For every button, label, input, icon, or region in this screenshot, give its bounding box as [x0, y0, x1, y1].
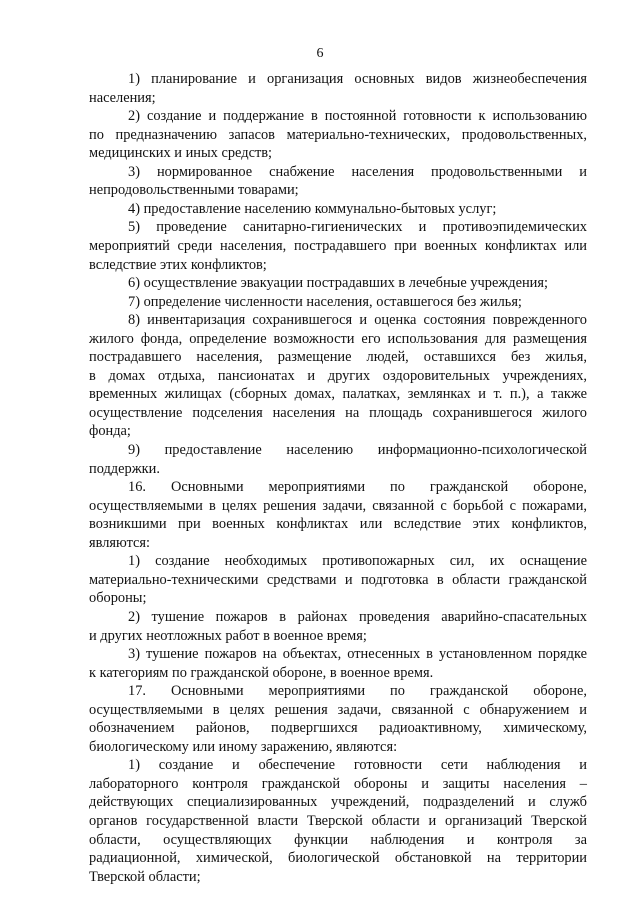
text-line: обозначением районов, подвергшихся радиоактивному, химическому,	[89, 720, 587, 736]
text-line: к категориям по гражданской обороне, в военное время.	[89, 665, 434, 681]
text-line: лабораторного контроля гражданской обороны и защиты населения –	[89, 776, 587, 792]
text-line: области, осуществляющих функции наблюдения и контроля за	[89, 832, 587, 848]
text-line: 2) тушение пожаров в районах проведения аварийно-спасательных	[128, 609, 587, 625]
text-line: 1) создание и обеспечение готовности сети наблюдения и	[128, 757, 587, 773]
text-line: мероприятий среди населения, пострадавшего при военных конфликтах или	[89, 238, 587, 254]
text-line: радиационной, химической, биологической обстановкой на территории	[89, 850, 587, 866]
text-line: 5) проведение санитарно-гигиенических и противоэпидемических	[128, 219, 587, 235]
text-line: 7) определение численности населения, оставшегося без жилья;	[128, 294, 522, 310]
text-line: 1) планирование и организация основных видов жизнеобеспечения	[128, 71, 587, 87]
text-line: 16. Основными мероприятиями по гражданской обороне,	[128, 479, 587, 495]
text-line: 2) создание и поддержание в постоянной готовности к использованию	[128, 108, 587, 124]
text-line: поддержки.	[89, 461, 160, 477]
text-line: биологическому или иному заражению, являются:	[89, 739, 398, 755]
text-line: временных жилищах (сборных домах, палатках, землянках и т. п.), а также	[89, 386, 587, 402]
text-line: возникшими при военных конфликтах или вследствие этих конфликтов,	[89, 516, 587, 532]
text-line: медицинских и иных средств;	[89, 145, 273, 161]
text-line: жилого фонда, определение возможности его использования для размещения	[89, 331, 587, 347]
text-line: 17. Основными мероприятиями по гражданской обороне,	[128, 683, 587, 699]
page-number: 6	[316, 46, 324, 61]
text-line: являются:	[89, 535, 151, 551]
text-line: органов государственной власти Тверской области и организаций Тверской	[89, 813, 587, 829]
text-line: непродовольственными товарами;	[89, 182, 299, 198]
text-line: населения;	[89, 90, 156, 106]
text-line: 4) предоставление населению коммунально-бытовых услуг;	[128, 201, 497, 217]
text-line: материально-техническими средствами и подготовка в области гражданской	[89, 572, 587, 588]
text-line: фонда;	[89, 423, 131, 439]
text-line: 1) создание необходимых противопожарных сил, их оснащение	[128, 553, 587, 569]
text-line: 3) тушение пожаров на объектах, отнесенных в установленном порядке	[128, 646, 587, 662]
text-line: вследствие этих конфликтов;	[89, 257, 267, 273]
text-line: 8) инвентаризация сохранившегося и оценка состояния поврежденного	[128, 312, 587, 328]
text-line: осуществление подселения населения на площадь сохранившегося жилого	[89, 405, 587, 421]
text-line: Тверской области;	[89, 869, 201, 885]
text-line: 6) осуществление эвакуации пострадавших в лечебные учреждения;	[128, 275, 549, 291]
text-line: и других неотложных работ в военное время;	[89, 628, 367, 644]
text-line: по предназначению запасов материально-технических, продовольственных,	[89, 127, 587, 143]
text-line: пострадавшего населения, размещение людей, оставшихся без жилья,	[89, 349, 587, 365]
text-line: обороны;	[89, 590, 147, 606]
text-line: 9) предоставление населению информационно-психологической	[128, 442, 587, 458]
text-line: в домах отдыха, пансионатах и других оздоровительных учреждениях,	[89, 368, 587, 384]
text-line: 3) нормированное снабжение населения продовольственными и	[128, 164, 587, 180]
text-line: осуществляемыми в целях решения задачи, связанной с обнаружением и	[89, 702, 587, 718]
text-line: осуществляемыми в целях решения задачи, связанной с борьбой с пожарами,	[89, 498, 587, 514]
text-line: действующих специализированных учреждений, подразделений и служб	[89, 794, 587, 810]
